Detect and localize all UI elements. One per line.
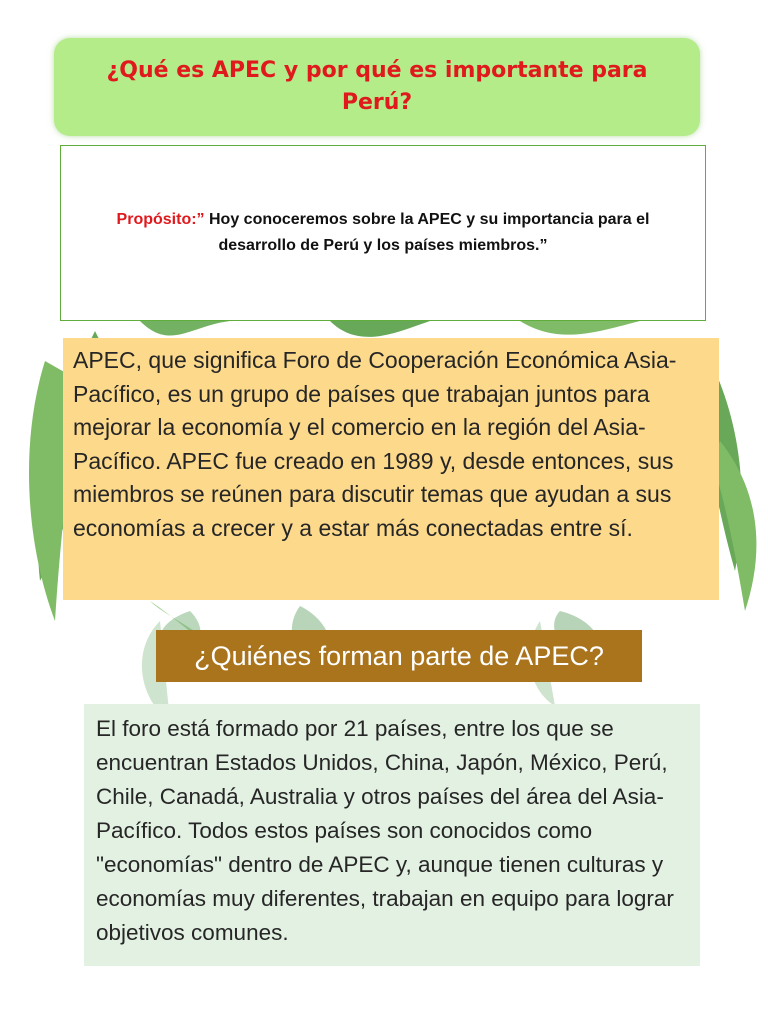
members-box xyxy=(84,704,700,966)
definition-box xyxy=(63,338,719,600)
title-banner xyxy=(54,38,700,136)
definition-text: APEC, que significa Foro de Cooperación Económica Asia-Pacífico, es un grupo de países que trabajan juntos para mejorar la economía y el comercio en la región del Asia-Pacífico. APEC fue creado en 1989 y, desde entonces, sus miembros se reúnen para discutir temas que ayudan a sus economías a crecer y a estar más conectadas entre sí. xyxy=(73,347,677,541)
purpose-label: Propósito:” xyxy=(116,211,205,228)
purpose-text: Hoy conoceremos sobre la APEC y su importancia para el desarrollo de Perú y los países miembros.” xyxy=(204,211,650,254)
purpose-statement xyxy=(61,207,705,259)
members-text: El foro está formado por 21 países, entre los que se encuentran Estados Unidos, China, Japón, México, Perú, Chile, Canadá, Australia y otros países del área del Asia-Pacífico. Todos estos países son conocidos como "economías" dentro de APEC y, aunque tienen culturas y economías muy diferentes, trabajan en equipo para lograr objetivos comunes. xyxy=(96,716,674,945)
page-title: ¿Qué es APEC y por qué es importante para Perú? xyxy=(106,58,648,115)
members-heading: ¿Quiénes forman parte de APEC? xyxy=(194,640,604,671)
purpose-box xyxy=(60,145,706,321)
members-heading-banner xyxy=(156,630,642,682)
